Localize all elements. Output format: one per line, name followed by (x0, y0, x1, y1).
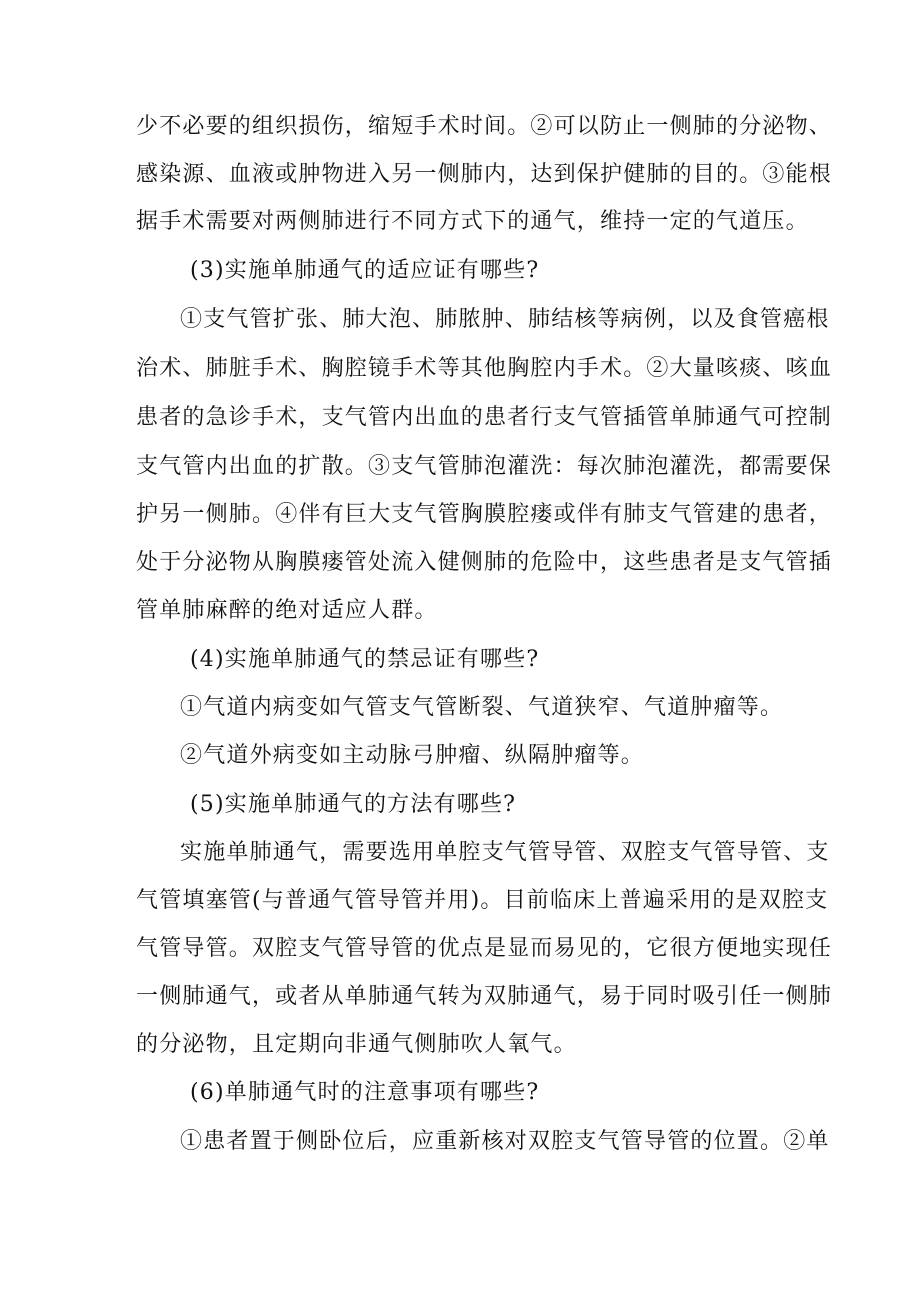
body-text-line: 支气管内出血的扩散。③支气管肺泡灌洗：每次肺泡灌洗，都需要保 (136, 454, 833, 479)
section-heading: (3)实施单肺通气的适应证有哪些? (190, 258, 540, 283)
body-text-line: 气管填塞管(与普通气管导管并用)。目前临床上普遍采用的是双腔支 (136, 888, 829, 913)
section-heading: (5)实施单肺通气的方法有哪些? (190, 792, 517, 817)
body-text-line: ②气道外病变如主动脉弓肿瘤、纵隔肿瘤等。 (180, 743, 645, 768)
section-heading: (4)实施单肺通气的禁忌证有哪些? (190, 647, 540, 672)
body-text-line: 治术、肺脏手术、胸腔镜手术等其他胸腔内手术。②大量咳痰、咳血 (136, 356, 833, 381)
body-text-line: 气管导管。双腔支气管导管的优点是显而易见的，它很方便地实现任 (136, 936, 833, 961)
body-text-line: 管单肺麻醉的绝对适应人群。 (136, 598, 438, 623)
body-text-line: 实施单肺通气，需要选用单腔支气管导管、双腔支气管导管、支 (180, 840, 830, 865)
body-text-line: ①气道内病变如气管支气管断裂、气道狭窄、气道肿瘤等。 (180, 695, 784, 720)
body-text-line: 少不必要的组织损伤，缩短手术时间。②可以防止一侧肺的分泌物、 (136, 114, 833, 139)
body-text-line: 一侧肺通气，或者从单肺通气转为双肺通气，易于同时吸引任一侧肺 (136, 984, 833, 1009)
section-heading: (6)单肺通气时的注意事项有哪些? (190, 1080, 540, 1105)
body-text-line: 感染源、血液或肿物进入另一侧肺内，达到保护健肺的目的。③能根 (136, 162, 833, 187)
body-text-line: 患者的急诊手术，支气管内出血的患者行支气管插管单肺通气可控制 (136, 405, 833, 430)
body-text-line: 处于分泌物从胸膜瘘管处流入健侧肺的危险中，这些患者是支气管插 (136, 550, 833, 575)
body-text-line: ①支气管扩张、肺大泡、肺脓肿、肺结核等病例，以及食管癌根 (180, 307, 830, 332)
body-text-line: 的分泌物，且定期向非通气侧肺吹人氧气。 (136, 1032, 577, 1057)
body-text-line: 护另一侧肺。④伴有巨大支气管胸膜腔瘘或伴有肺支气管建的患者， (136, 502, 833, 527)
body-text-line: ①患者置于侧卧位后，应重新核对双腔支气管导管的位置。②单 (180, 1129, 830, 1154)
body-text-line: 据手术需要对两侧肺进行不同方式下的通气，维持一定的气道压。 (136, 209, 809, 234)
